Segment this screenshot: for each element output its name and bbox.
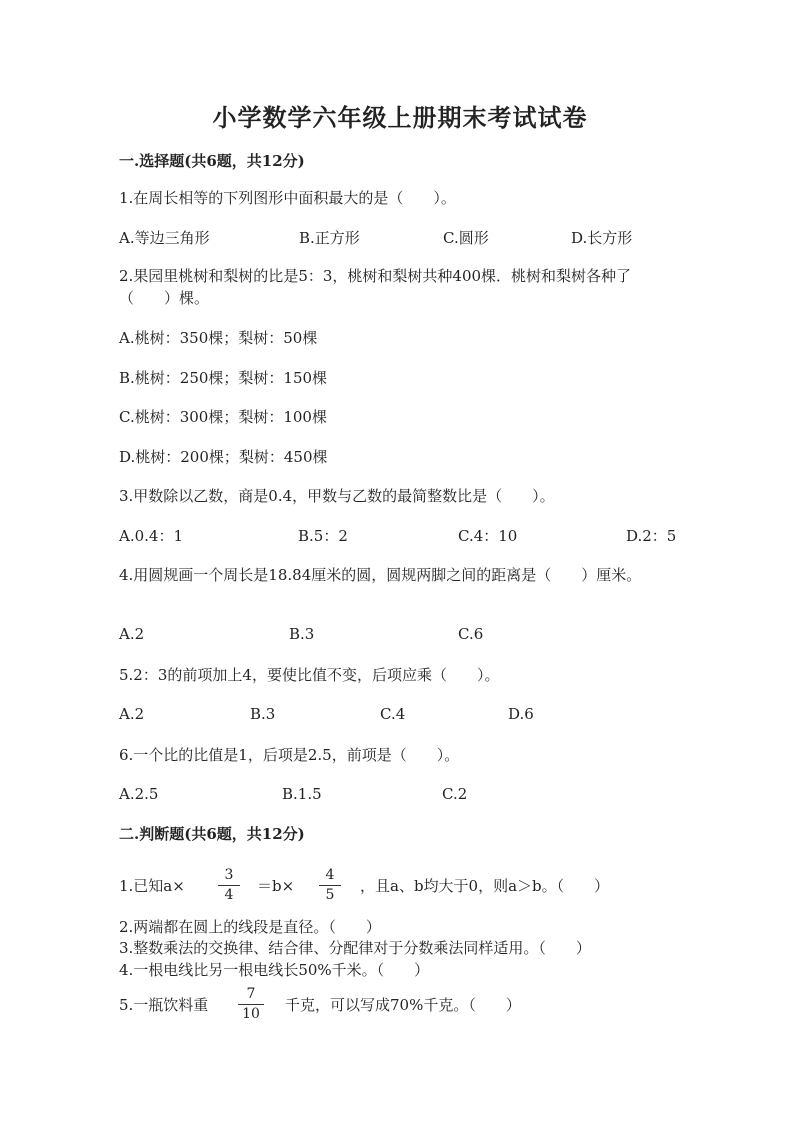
option-3a: A.0.4：1 bbox=[119, 527, 183, 545]
option-3b: B.5：2 bbox=[298, 527, 348, 545]
judge-2: 2.两端都在圆上的线段是直径。（ ） bbox=[119, 918, 381, 936]
option-4b: B.3 bbox=[289, 625, 315, 643]
option-6b: B.1.5 bbox=[282, 785, 322, 803]
option-1b: B.正方形 bbox=[299, 229, 360, 247]
option-5c: C.4 bbox=[380, 705, 406, 723]
option-5b: B.3 bbox=[250, 705, 276, 723]
option-1d: D.长方形 bbox=[571, 229, 633, 247]
option-1a: A.等边三角形 bbox=[119, 229, 210, 247]
question-3: 3.甲数除以乙数，商是0.4，甲数与乙数的最简整数比是（ ）。 bbox=[119, 487, 555, 505]
option-2c: C.桃树：300棵；梨树：100棵 bbox=[119, 408, 327, 426]
exam-title: 小学数学六年级上册期末考试试卷 bbox=[212, 103, 588, 132]
option-6c: C.2 bbox=[442, 785, 468, 803]
judge-3: 3.整数乘法的交换律、结合律、分配律对于分数乘法同样适用。（ ） bbox=[119, 939, 591, 957]
option-3c: C.4：10 bbox=[458, 527, 518, 545]
option-4a: A.2 bbox=[119, 625, 145, 643]
question-1: 1.在周长相等的下列图形中面积最大的是（ ）。 bbox=[119, 189, 456, 207]
section-heading-judgment: 二.判断题(共6题，共12分) bbox=[119, 825, 305, 843]
question-2: 2.果园里桃树和梨树的比是5：3，桃树和梨树共种400棵．桃树和梨树各种了（ ）棵。 bbox=[119, 267, 632, 307]
option-1c: C.圆形 bbox=[443, 229, 489, 247]
judge-4: 4.一根电线比另一根电线长50%千米。（ ） bbox=[119, 961, 430, 979]
judge-5-suffix: 千克，可以写成70%千克。（ ） bbox=[285, 996, 521, 1014]
judge-5-prefix: 5.一瓶饮料重 bbox=[119, 996, 209, 1014]
judge-1-suffix: ，且a、b均大于0，则a＞b。（ ） bbox=[360, 877, 610, 895]
fraction-4-5: 4 5 bbox=[319, 867, 341, 904]
option-2d: D.桃树：200棵；梨树：450棵 bbox=[119, 448, 328, 466]
option-4c: C.6 bbox=[458, 625, 484, 643]
question-6: 6.一个比的比值是1，后项是2.5，前项是（ ）。 bbox=[119, 746, 460, 764]
fraction-7-10: 7 10 bbox=[238, 986, 264, 1023]
option-2a: A.桃树：350棵；梨树：50棵 bbox=[119, 329, 318, 347]
option-3d: D.2：5 bbox=[626, 527, 677, 545]
option-6a: A.2.5 bbox=[119, 785, 159, 803]
question-4: 4.用圆规画一个周长是18.84厘米的圆，圆规两脚之间的距离是（ ）厘米。 bbox=[119, 566, 642, 584]
judge-1-mid: ＝b× bbox=[257, 877, 295, 895]
question-5: 5.2：3的前项加上4，要使比值不变，后项应乘（ ）。 bbox=[119, 666, 500, 684]
option-5a: A.2 bbox=[119, 705, 145, 723]
fraction-3-4: 3 4 bbox=[218, 867, 240, 904]
option-2b: B.桃树：250棵；梨树：150棵 bbox=[119, 369, 328, 387]
option-5d: D.6 bbox=[508, 705, 534, 723]
judge-1-prefix: 1.已知a× bbox=[119, 877, 185, 895]
section-heading-choice: 一.选择题(共6题，共12分) bbox=[119, 152, 305, 170]
